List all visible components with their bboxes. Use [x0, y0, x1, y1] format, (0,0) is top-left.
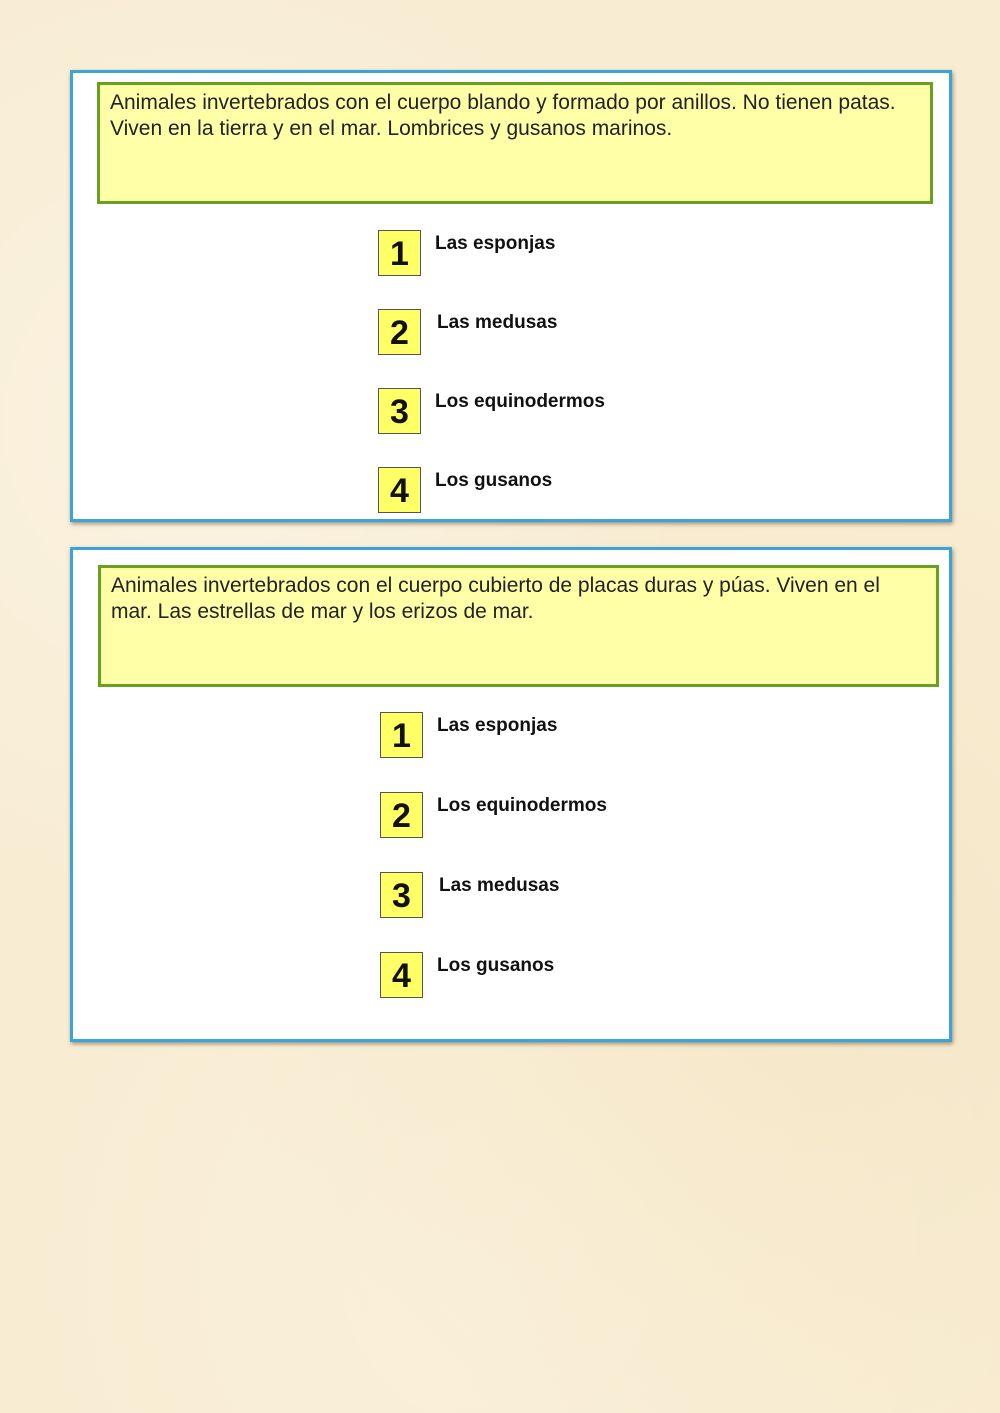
option-2[interactable]	[380, 792, 607, 838]
question-card-1	[70, 70, 952, 522]
option-label: Las esponjas	[437, 715, 558, 736]
question-text: Animales invertebrados con el cuerpo cubierto de placas duras y púas. Viven en el mar. Las estrellas de mar y los erizos de mar.	[98, 565, 939, 687]
option-3[interactable]	[380, 872, 559, 918]
option-number: 2	[380, 792, 423, 838]
option-1[interactable]	[378, 230, 555, 276]
option-4[interactable]	[378, 467, 552, 513]
option-label: Las medusas	[439, 875, 560, 896]
option-label: Los gusanos	[437, 955, 555, 976]
option-number: 2	[378, 309, 421, 355]
option-number: 1	[380, 712, 423, 758]
option-label: Los equinodermos	[437, 795, 607, 816]
option-number: 4	[378, 467, 421, 513]
option-label: Los equinodermos	[435, 391, 605, 412]
option-1[interactable]	[380, 712, 557, 758]
option-2[interactable]	[378, 309, 557, 355]
option-3[interactable]	[378, 388, 605, 434]
option-number: 3	[380, 872, 423, 918]
option-label: Las medusas	[437, 312, 558, 333]
option-number: 1	[378, 230, 421, 276]
option-4[interactable]	[380, 952, 554, 998]
option-number: 4	[380, 952, 423, 998]
option-label: Los gusanos	[435, 470, 553, 491]
option-label: Las esponjas	[435, 233, 556, 254]
option-number: 3	[378, 388, 421, 434]
question-text: Animales invertebrados con el cuerpo blando y formado por anillos. No tienen patas. Viven en la tierra y en el mar. Lombrices y gusanos marinos.	[97, 82, 933, 204]
question-card-2	[70, 547, 952, 1042]
